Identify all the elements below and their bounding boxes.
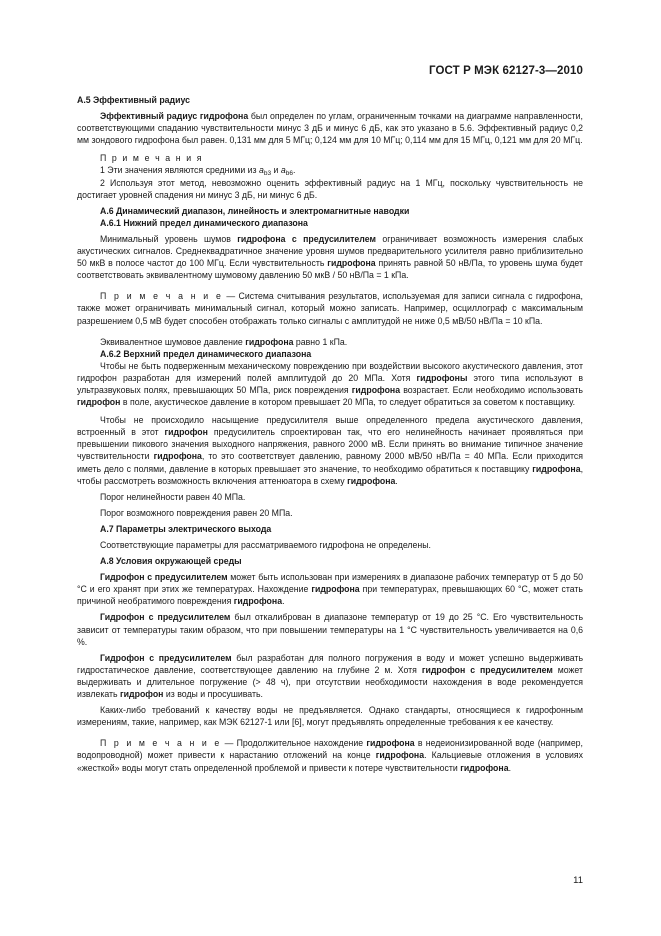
a5-notes-title: П р и м е ч а н и я — [100, 153, 204, 164]
a8-paragraph-2: Гидрофон с предусилителем был откалиброван в диапазоне температур от 19 до 25 °С. Его чувствительность зависит от температуры таким образом, что при повышении температуры на 1 °С чувствительность увеличивается на 0,6 %. — [77, 612, 583, 647]
a61-paragraph-1: Минимальный уровень шумов гидрофона с предусилителем ограничивает возможность измерения слабых акустических сигналов. Среднеквадратичное значение уровня шумов предварительного усилителя равно приблизительно 50 мкВ в полосе частот до 100 МГц. Если чувствительность гидрофона принять равной 50 нВ/Па, то уровень шума будет соответствовать эквивалентному шумовому давлению 50 мкВ / 50 нВ/Па = 1 кПа. — [77, 233, 584, 281]
a5-paragraph-1: Эффективный радиус гидрофона был определен по углам, ограниченным точками на диаграмме направленности, соответствующими спаданию чувствительности минус 3 дБ и минус 6 дБ, как это указано в 5.6. Эффективный радиус 0,2 мм зондового гидрофона был равен. 0,131 мм для 5 МГц; 0,124 мм для 10 МГц; 0,114 мм для 15 МГц, 0,121 мм для 20 МГц. — [77, 111, 583, 146]
a8-note: П р и м е ч а н и е — Продолжительное нахождение гидрофона в недеионизированной воде (например, водопроводной) может привести к нарастанию отложений на конце гидрофона. Кальциевые отложения в условиях «жесткой» воды могут стать определенной проблемой и привести к потере чувствительности гидрофона. — [77, 738, 584, 773]
a8-paragraph-4: Каких-либо требований к качеству воды не предъявляется. Однако стандарты, относящиеся к гидрофонным измерениям, такие, например, как МЭК 62127-1 или [6], могут предъявлять определенные требования к ее качеству. — [77, 705, 583, 728]
section-a8-heading: А.8 Условия окружающей среды — [100, 556, 242, 567]
a62-paragraph-2: Чтобы не происходило насыщение предусилителя выше определенного предела акустического давления, встроенный в этот гидрофон предусилитель спроектирован так, что его нелинейность начинает проявляться при превышении пикового значения выходного напряжения, равного 2000 мВ. Если принять во внимание типичное значение чувствительности гидрофона, то это соответствует давлению, равному 2000 мВ/50 нВ/Па = 40 МПа. Если приходится иметь дело с полями, давление в которых превышает это значение, то необходимо обратиться к поставщику гидрофона, чтобы рассмотреть возможность включения аттенюатора в схему гидрофона. — [77, 415, 584, 486]
a5-note-2: 2 Используя этот метод, невозможно оценить эффективный радиус на 1 МГц, поскольку чувствительность не достигает уровней спадения ни минус 3 дБ, ни минус 6 дБ. — [77, 177, 583, 200]
a62-nonlinearity-threshold: Порог нелинейности равен 40 МПа. — [100, 491, 246, 502]
a5-term: Эффективный радиус гидрофона — [100, 111, 249, 122]
a62-damage-threshold: Порог возможного повреждения равен 20 МПа. — [100, 507, 293, 518]
document-header: ГОСТ Р МЭК 62127-3—2010 — [429, 65, 583, 77]
a7-paragraph-1: Соответствующие параметры для рассматриваемого гидрофона не определены. — [100, 540, 431, 550]
a61-note: П р и м е ч а н и е — Система считывания результатов, используемая для записи сигнала с гидрофона, также может ограничивать минимальный сигнал, который можно записать. Например, осциллограф с максимальным разрешением 0,5 мВ будет способен отображать только сигналы с амплитудой не ниже 0,5 мВ/50 нВ/Па = 10 кПа. — [77, 291, 583, 326]
a5-note-1: 1 Эти значения являются средними из $a_{b3}$ и $a_{b6}$. — [100, 165, 296, 178]
a62-paragraph-1: Чтобы не быть подверженным механическому повреждению при воздействии высокого акустического давления, этот гидрофон разработан для измерений полей амплитудой до 20 МПа. Хотя гидрофоны этого типа используют в ультразвуковых полях, превышающих 50 МПа, риск повреждения гидрофона возрастает. Если необходимо использовать гидрофон в поле, акустическое давление в котором превышает 20 МПа, то следует обратиться за советом к поставщику. — [77, 360, 583, 408]
a61-paragraph-2: Эквивалентное шумовое давление гидрофона равно 1 кПа. — [100, 336, 348, 347]
page-content — [77, 94, 583, 774]
page-number: 11 — [573, 875, 583, 886]
a8-paragraph-3: Гидрофон с предусилителем был разработан для полного погружения в воду и может успешно выдерживать гидростатическое давление, соответствующее давлению на глубине 2 м. Хотя гидрофон с предусилителем может выдерживать и длительное погружение (> 48 ч), при отсутствии необходимости нахождения в воде рекомендуется извлекать гидрофон из воды и просушивать. — [77, 652, 584, 700]
section-a61-heading: А.6.1 Нижний предел динамического диапазона — [100, 217, 308, 228]
section-a6-heading: А.6 Динамический диапазон, линейность и электромагнитные наводки — [100, 205, 410, 216]
section-a62-heading: А.6.2 Верхний предел динамического диапазона — [100, 348, 312, 359]
a8-paragraph-1: Гидрофон с предусилителем может быть использован при измерениях в диапазоне рабочих температур от 5 до 50 °С и его хранят при этих же температурах. Нахождение гидрофона при температурах, превышающих 60 °С, может стать причиной необратимого повреждения гидрофона. — [77, 572, 583, 607]
section-a7-heading: А.7 Параметры электрического выхода — [100, 523, 272, 534]
section-a5-heading: А.5 Эффективный радиус — [77, 95, 190, 105]
